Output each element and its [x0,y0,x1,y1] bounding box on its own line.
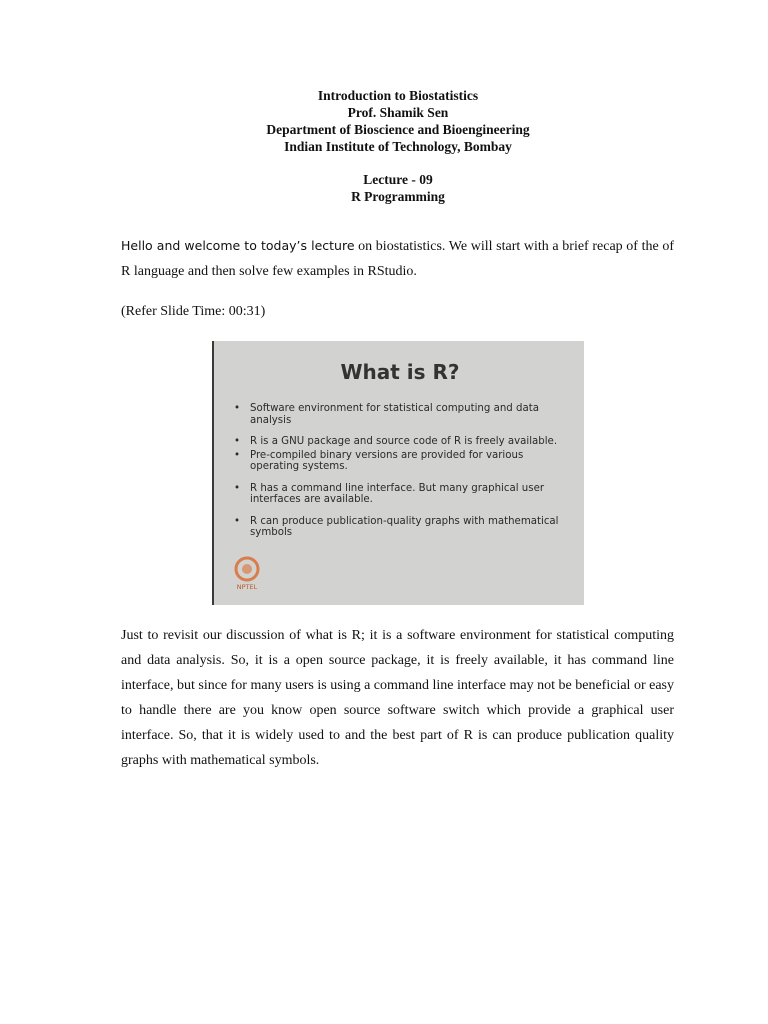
slide-bullet: • R has a command line interface. But many graphical user interfaces are available. [234,483,574,506]
slide-bullet-list [234,403,574,539]
slide-bullet: • R is a GNU package and source code of R is freely available. [234,436,574,448]
lecture-topic: R Programming [351,189,445,204]
intro-lead: Hello and welcome to today’s lecture [121,238,355,253]
document-header [0,87,768,205]
slide-bullet: • R can produce publication-quality graphs with mathematical symbols [234,516,574,539]
lecture-number: Lecture - 09 [363,172,433,187]
slide-bullet: • Pre-compiled binary versions are provided for various operating systems. [234,450,574,473]
slide-title: What is R? [340,360,460,384]
intro-paragraph [121,233,674,284]
slide-reference: (Refer Slide Time: 00:31) [121,304,266,319]
intro-rest: on biostatistics. We will start with a brief recap of the of R language and then solve few examples in RStudio. [121,239,674,279]
nptel-logo-icon [232,554,262,592]
department-name: Department of Bioscience and Bioengineering [266,122,530,137]
logo-text: NPTEL [236,583,258,591]
institute-name: Indian Institute of Technology, Bombay [284,139,512,154]
header-spacer [0,155,768,171]
lecture-slide-image [212,341,584,605]
slide-bullet: • Software environment for statistical computing and data analysis [234,403,574,426]
body-paragraph: Just to revisit our discussion of what is R; it is a software environment for statistical computing and data analysis. So, it is a open source package, it is freely available, it has command line interface, but since for many users is using a command line interface may not be beneficial or easy to handle there are you know open source software switch which provide a graphical user interface. So, that it is widely used to and the best part of R is can produce publication quality graphs with mathematical symbols. [121,628,674,768]
professor-name: Prof. Shamik Sen [347,105,449,120]
course-title: Introduction to Biostatistics [317,88,479,103]
